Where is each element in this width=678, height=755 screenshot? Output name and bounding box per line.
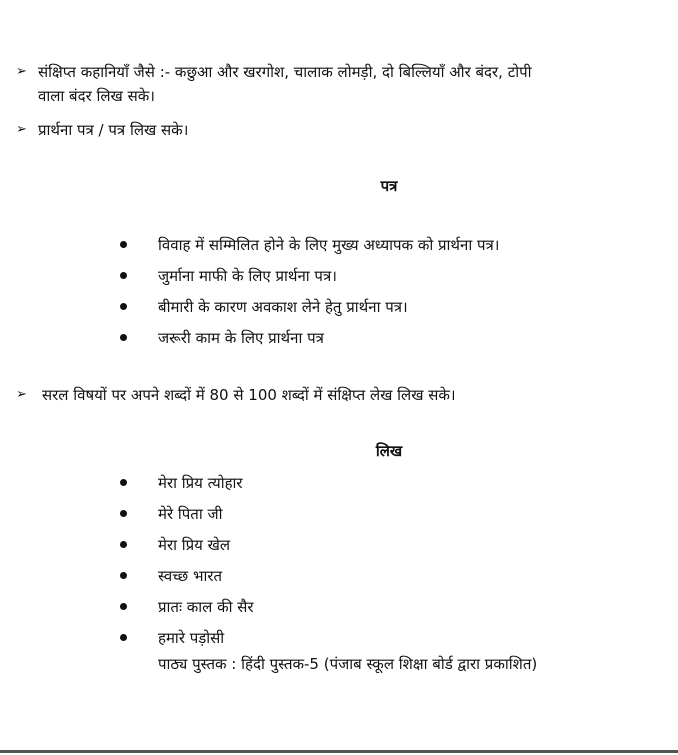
essay-point-text: सरल विषयों पर अपने शब्दों में 80 से 100 शब्दों में संक्षिप्त लेख लिख सके।: [42, 386, 456, 404]
bullet-icon: [120, 603, 127, 610]
essays-heading: लिख: [375, 442, 403, 460]
bullet-icon: [120, 479, 127, 486]
list-item-text: जरूरी काम के लिए प्रार्थना पत्र: [158, 329, 324, 347]
list-item: [117, 233, 499, 264]
bullet-icon: [120, 334, 127, 341]
list-item-text: जुर्माना माफी के लिए प्रार्थना पत्र।: [158, 267, 337, 285]
list-item: [117, 533, 254, 564]
list-item: [117, 502, 254, 533]
essay-point: [16, 383, 656, 407]
intro-point-letters: [16, 118, 656, 142]
bullet-icon: [120, 241, 127, 248]
intro-point-stories: [16, 60, 656, 108]
list-item-text: विवाह में सम्मिलित होने के लिए मुख्य अध्यापक को प्रार्थना पत्र।: [158, 236, 500, 254]
bullet-icon: [120, 572, 127, 579]
intro-point-text-continued: वाला बंदर लिख सके।: [38, 87, 155, 105]
list-item: [117, 595, 254, 626]
list-item: [117, 564, 254, 595]
list-item-text: स्वच्छ भारत: [158, 567, 223, 585]
page-bottom-divider: [0, 750, 678, 753]
bullet-icon: [120, 541, 127, 548]
list-item: [117, 326, 499, 357]
letters-list: [117, 233, 499, 357]
intro-point-text: प्रार्थना पत्र / पत्र लिख सके।: [38, 121, 189, 139]
arrow-bullet-icon: ➢: [16, 64, 27, 79]
list-item-text: मेरे पिता जी: [158, 505, 223, 523]
list-item: [117, 264, 499, 295]
list-item: [117, 295, 499, 326]
list-item: [117, 471, 254, 502]
essays-list: [117, 471, 254, 657]
bullet-icon: [120, 510, 127, 517]
list-item-text: प्रातः काल की सैर: [158, 598, 254, 616]
list-item-text: बीमारी के कारण अवकाश लेने हेतु प्रार्थना पत्र।: [158, 298, 408, 316]
list-item-text: मेरा प्रिय खेल: [158, 536, 231, 554]
letters-heading: पत्र: [380, 177, 398, 195]
arrow-bullet-icon: ➢: [16, 122, 27, 137]
intro-point-text: संक्षिप्त कहानियाँ जैसे :- कछुआ और खरगोश, चालाक लोमड़ी, दो बिल्लियाँ और बंदर, टोपी: [38, 63, 532, 81]
list-item-text: मेरा प्रिय त्योहार: [158, 474, 243, 492]
bullet-icon: [120, 634, 127, 641]
textbook-note: पाठ्य पुस्तक : हिंदी पुस्तक-5 (पंजाब स्कूल शिक्षा बोर्ड द्वारा प्रकाशित): [158, 655, 538, 673]
list-item-text: हमारे पड़ोसी: [158, 629, 225, 647]
bullet-icon: [120, 303, 127, 310]
bullet-icon: [120, 272, 127, 279]
arrow-bullet-icon: ➢: [16, 387, 27, 402]
